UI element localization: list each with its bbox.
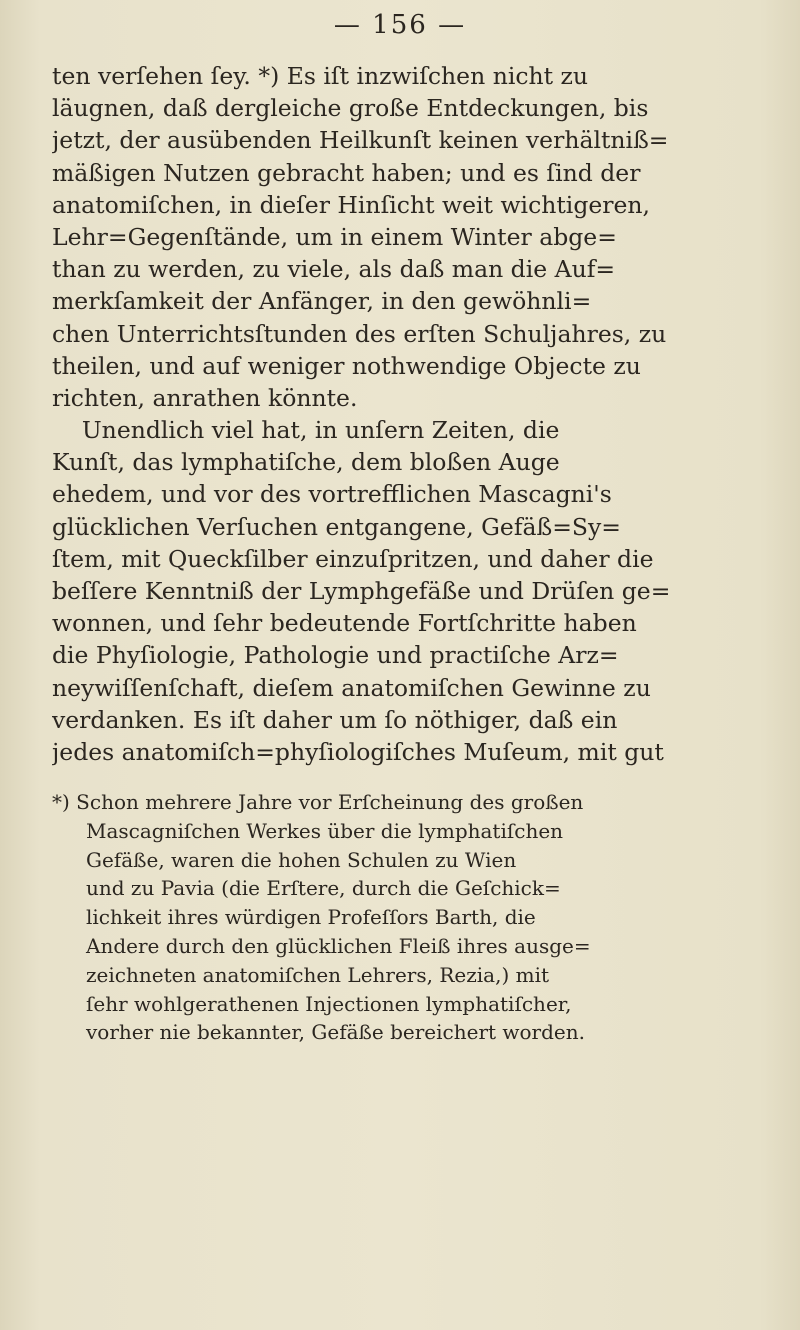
text-line: ſtem, mit Queckſilber einzuſpritzen, und daher die xyxy=(52,544,654,573)
footnote-line: ſehr wohlgerathenen Injectionen lymphatiſcher, xyxy=(86,991,572,1016)
text-line: ten verſehen ſey. *) Es iſt inzwiſchen nicht zu xyxy=(52,62,589,90)
text-line: die Phyſiologie, Pathologie und practiſche Arz= xyxy=(52,641,619,670)
text-line: ehedem, und vor des vortrefflichen Mascagni's xyxy=(52,480,612,509)
text-line: richten, anrathen könnte. xyxy=(52,383,358,412)
text-line: jedes anatomiſch=phyſiologiſches Muſeum, mit gut xyxy=(52,737,664,766)
footnote-line: *) Schon mehrere Jahre vor Erſcheinung des großen xyxy=(52,790,584,814)
footnote-line: lichkeit ihres würdigen Profeſſors Barth, die xyxy=(86,905,536,930)
footnote-line: vorher nie bekannter, Gefäße bereichert worden. xyxy=(86,1020,585,1045)
text-line: beſſere Kenntniß der Lymphgefäße und Drüſen ge= xyxy=(52,577,671,605)
page-number: — 156 — xyxy=(333,10,467,40)
text-line: than zu werden, zu viele, als daß man die Auf= xyxy=(52,255,616,284)
text-line: merkſamkeit der Anfänger, in den gewöhnli= xyxy=(52,287,592,316)
main-text xyxy=(52,60,767,768)
footnote-line: Mascagniſchen Werkes über die lymphatiſchen xyxy=(86,818,564,843)
text-line: Unendlich viel hat, in unſern Zeiten, die xyxy=(52,416,560,445)
footnote-line: und zu Pavia (die Erſtere, durch die Geſchick= xyxy=(86,876,561,901)
footnote xyxy=(52,788,767,1047)
text-line: Lehr=Gegenſtände, um in einem Winter abge= xyxy=(52,222,617,251)
text-line: chen Unterrichtsſtunden des erſten Schuljahres, zu xyxy=(52,319,667,348)
text-line: wonnen, und ſehr bedeutende Fortſchritte haben xyxy=(52,609,637,638)
text-line: anatomiſchen, in dieſer Hinſicht weit wichtigeren, xyxy=(52,190,651,219)
text-line: verdanken. Es iſt daher um ſo nöthiger, daß ein xyxy=(52,705,618,734)
footnote-line: zeichneten anatomiſchen Lehrers, Rezia,) mit xyxy=(86,962,550,987)
text-line: jetzt, der ausübenden Heilkunſt keinen verhältniß= xyxy=(52,126,669,155)
text-line: theilen, und auf weniger nothwendige Objecte zu xyxy=(52,351,641,380)
text-line: läugnen, daß dergleiche große Entdeckungen, bis xyxy=(52,94,649,123)
text-line: Kunſt, das lymphatiſche, dem bloßen Auge xyxy=(52,448,560,477)
text-line: neywiſſenſchaft, dieſem anatomiſchen Gewinne zu xyxy=(52,673,651,702)
text-line: mäßigen Nutzen gebracht haben; und es ſind der xyxy=(52,158,641,187)
footnote-line: Andere durch den glücklichen Fleiß ihres ausge= xyxy=(86,933,591,958)
footnote-line: Gefäße, waren die hohen Schulen zu Wien xyxy=(86,847,517,872)
text-line: glücklichen Verſuchen entgangene, Gefäß=Sy= xyxy=(52,512,621,541)
